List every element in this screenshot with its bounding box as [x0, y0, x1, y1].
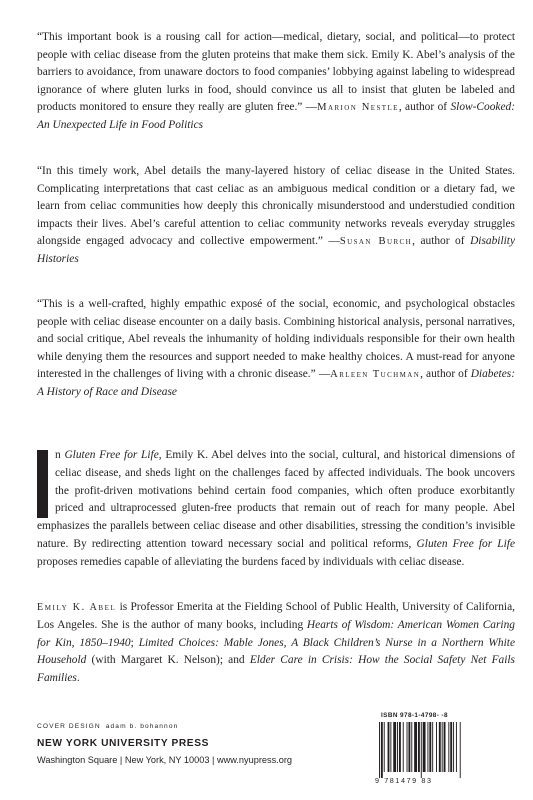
- barcode-bar: [414, 722, 417, 772]
- description-lead-in: n: [55, 449, 65, 461]
- barcode-bar: [444, 722, 446, 772]
- barcode-bar: [453, 722, 454, 772]
- quote-author: Marion Nestle: [317, 102, 399, 114]
- barcode-bar: [427, 722, 428, 772]
- barcode-bar: [393, 722, 396, 772]
- barcode-bar: [411, 722, 412, 772]
- quote-work: Diabetes: A History of Race and Disease: [37, 368, 515, 398]
- bio-text: is Professor Emerita at the Fielding School of Public Health, University of California, Los Angeles. She is the author of many books, including: [37, 601, 515, 631]
- quote-role: , author of: [412, 235, 471, 248]
- cover-designer: adam b. bohannon: [105, 723, 179, 730]
- quote-role: , author of: [398, 101, 451, 114]
- quote-text: “In this timely work, Abel details the many-layered history of celiac disease in the United States. Complicating interpretations that cast celiac as an ambiguous medical condition or a dietary fad, we learn from celiac communities how deeply this chronically misunderstood and understudied condition impacts their lives. Abel’s careful attention to celiac community networks reveals everyday struggles alongside engaged advocacy and collective empowerment.” —: [37, 165, 515, 248]
- quote-work: Disability Histories: [37, 235, 516, 265]
- isbn-number: ISBN 978-1-4798- -8: [381, 712, 448, 719]
- author-bio: [37, 599, 515, 688]
- quote-author: Arleen Tuchman: [330, 369, 421, 381]
- barcode-bar: [379, 722, 380, 778]
- description-text: proposes remedies capable of alleviating the burdens faced by individuals with celiac disease.: [37, 555, 465, 568]
- quote-role: , author of: [420, 368, 471, 381]
- bio-author-name: Emily K. Abel: [37, 602, 117, 613]
- press-name: NEW YORK UNIVERSITY PRESS: [37, 738, 209, 749]
- barcode-bar: [460, 722, 461, 778]
- endorsement-quote-3: [37, 296, 515, 402]
- bio-book-title: Hearts of Wisdom: American Women Caring for Kin, 1850–1940: [37, 618, 515, 649]
- cover-design-label: COVER DESIGN: [37, 723, 101, 730]
- barcode-bar: [388, 722, 390, 772]
- barcode-bar: [403, 722, 404, 772]
- bio-book-title: Elder Care in Crisis: How the Social Safety Net Fails Families: [37, 654, 515, 685]
- barcode-bar: [436, 722, 437, 772]
- endorsement-quote-1: [37, 29, 515, 135]
- quote-author: Susan Burch: [339, 236, 413, 248]
- quote-text: “This important book is a rousing call for action—medical, dietary, social, and political—to protect people with celiac disease from the gluten proteins that make them sick. Emily K. Abel’s analysis of the barriers to avoidance, from unaware doctors to food companies’ lobbying against labeling to widespread ignorance of where gluten lurks in food, should convince us all to insist that gluten be labeled and products monitored to ensure they really are gluten free.” —: [37, 31, 515, 114]
- publisher-footer: [37, 721, 357, 767]
- description-title: Gluten Free for Life: [64, 449, 159, 461]
- book-description: [37, 447, 515, 572]
- barcode-bar: [399, 722, 401, 772]
- barcode-bar: [384, 722, 385, 772]
- quote-work: Slow-Cooked: An Unexpected Life in Food Politics: [37, 101, 516, 131]
- bio-book-title: Limited Choices: Mable Jones, A Black Children’s Nurse in a Northern White Household: [37, 636, 516, 667]
- barcode-bar: [423, 722, 426, 772]
- barcode-bar: [418, 722, 420, 772]
- barcode-bar: [390, 722, 391, 772]
- barcode-bar: [397, 722, 398, 772]
- cover-design-credit: [37, 721, 357, 733]
- description-title: Gluten Free for Life: [416, 537, 516, 550]
- barcode-bar: [442, 722, 443, 772]
- barcode-bar: [381, 722, 383, 778]
- barcode-bar: [429, 722, 431, 772]
- barcode-bar: [439, 722, 441, 772]
- bio-text: ;: [130, 636, 139, 649]
- quote-text: “This is a well-crafted, highly empathic exposé of the social, economic, and psychological obstacles people with celiac disease encounter on a daily basis. Combining historical analysis, personal narratives, and social critique, Abel reveals the inhumanity of holding individuals responsible for their own health while denying them the resources and support needed to make healthy choices. A must-read for anyone interested in the challenges of living with a chronic disease.” —: [37, 298, 515, 381]
- barcode-bar: [408, 722, 410, 772]
- barcode-icon: [377, 722, 505, 778]
- description-text: , Emily K. Abel delves into the social, cultural, and historical dimensions of celiac disease, and sheds light on the challenges faced by affected individuals. The book uncovers the profit-driven motivations behind certain food companies, which often produce exorbitantly priced and ultraprocessed gluten-free products that remain out of reach for many people. Abel emphasizes the parallels between celiac disease and other disabilities, stressing the condition’s invisible nature. By redirecting attention toward necessary social and political reforms,: [37, 449, 516, 550]
- endorsement-quote-2: [37, 163, 515, 269]
- barcode-bar: [456, 722, 457, 772]
- barcode-bar: [432, 722, 433, 772]
- bio-text: .: [76, 672, 80, 685]
- drop-cap-bar: [37, 450, 48, 518]
- barcode-bar: [450, 722, 452, 772]
- barcode-bar: [448, 722, 449, 772]
- press-address: Washington Square | New York, NY 10003 | www.nyupress.org: [37, 755, 293, 765]
- barcode-bar: [407, 722, 408, 772]
- ean-number: 9 781479 83: [375, 776, 433, 785]
- bio-text: (with Margaret K. Nelson); and: [86, 654, 250, 667]
- barcode-bar: [421, 722, 422, 778]
- isbn-barcode: [367, 710, 517, 788]
